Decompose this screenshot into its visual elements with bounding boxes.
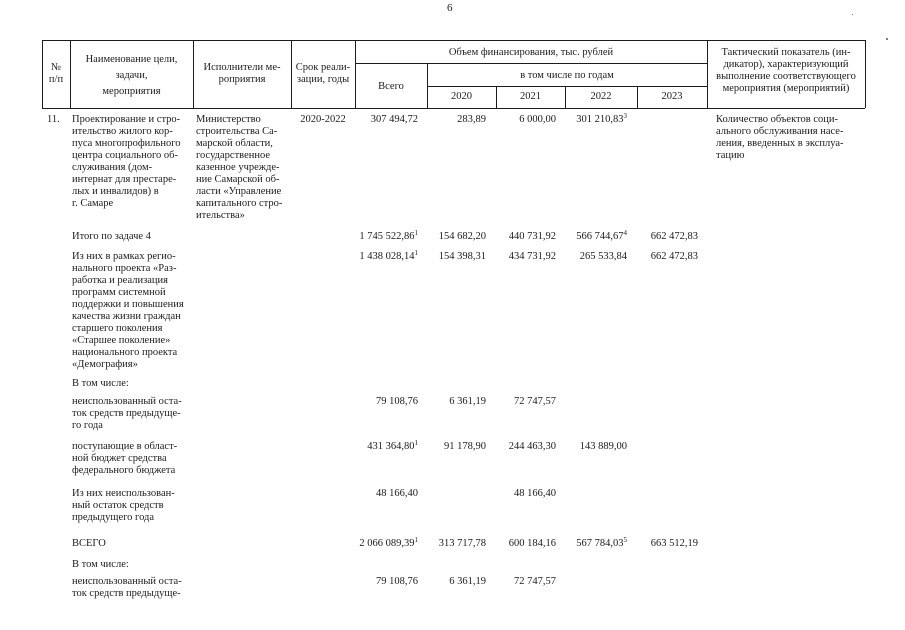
- row-number: 11.: [47, 114, 60, 125]
- row-value-y2023: 662 472,83: [650, 251, 698, 262]
- row-value-y2020: 6 361,19: [449, 396, 486, 407]
- header-by-year: в том числе по годам: [520, 70, 614, 81]
- row-value-y2023: 663 512,19: [650, 538, 698, 549]
- row-name: Проектирование и стро- ительство жилого кор- пуса многопрофильного центра социального об- служивания (дом- интернат для престаре- лых и инвалидов) в г. Самаре: [72, 114, 181, 209]
- row-value-total: 79 108,76: [376, 396, 418, 407]
- row-value-total: 48 166,40: [376, 488, 418, 499]
- row-indicator: Количество объектов соци- ального обслуживания насе- ления, введенных в эксплуа- тацию: [716, 114, 844, 161]
- row-name: В том числе:: [72, 378, 129, 389]
- row-value-y2020: 283,89: [457, 114, 486, 125]
- row-term: 2020-2022: [300, 114, 346, 125]
- header-years-divider: [427, 86, 707, 87]
- footnote-ref: 1: [414, 229, 418, 237]
- row-value-y2022: 265 533,84: [579, 251, 627, 262]
- row-name: В том числе:: [72, 559, 129, 570]
- row-name: Из них неиспользован- ный остаток средств предыдущего года: [72, 488, 175, 523]
- row-value-total: 1 745 522,86$^1$: [359, 229, 418, 242]
- header-indicator: Тактический показатель (ин- дикатор), характеризующий выполнение соответствующего мероприятия (мероприятий): [716, 47, 856, 94]
- footnote-ref: 1: [414, 439, 418, 447]
- row-name: неиспользованный оста- ток средств предыдуще- го года: [72, 396, 182, 431]
- row-value-y2023: 662 472,83: [650, 231, 698, 242]
- footnote-ref: 1: [414, 536, 418, 544]
- row-name: ВСЕГО: [72, 538, 106, 549]
- row-value-y2021: 600 184,16: [508, 538, 556, 549]
- row-value-y2021: 48 166,40: [514, 488, 556, 499]
- header-year-2021: 2021: [520, 91, 541, 102]
- scan-speck: [852, 14, 853, 15]
- row-value-y2021: 434 731,92: [508, 251, 556, 262]
- row-value-y2020: 313 717,78: [438, 538, 486, 549]
- header-num: № п/п: [48, 62, 64, 85]
- page-number: 6: [447, 2, 453, 14]
- scan-speck: [886, 38, 888, 40]
- row-value-total: 1 438 028,14$^1$: [359, 249, 418, 262]
- row-value-y2022: 143 889,00: [579, 441, 627, 452]
- footnote-ref: 1: [414, 249, 418, 257]
- header-total: Всего: [378, 81, 404, 92]
- row-value-total: 307 494,72: [370, 114, 418, 125]
- header-executors: Исполнители ме- роприятия: [203, 62, 281, 85]
- row-name: неиспользованный оста- ток средств предыдуще-: [72, 576, 182, 599]
- header-year-2022: 2022: [590, 91, 612, 102]
- row-value-y2022: 567 784,03$^5$: [576, 536, 627, 549]
- row-value-y2022: 301 210,83$^3$: [576, 112, 627, 125]
- header-funding: Объем финансирования, тыс. рублей: [448, 47, 614, 58]
- header-bottom-border: [42, 108, 865, 109]
- row-value-y2020: 154 398,31: [438, 251, 486, 262]
- row-value-y2021: 244 463,30: [508, 441, 556, 452]
- header-year-2020: 2020: [451, 91, 472, 102]
- footnote-ref: 4: [623, 229, 627, 237]
- footnote-ref: 3: [623, 112, 627, 120]
- row-value-total: 79 108,76: [376, 576, 418, 587]
- row-value-total: 2 066 089,39$^1$: [359, 536, 418, 549]
- row-executors: Министерство строительства Са- марской области, государственное казенное учрежде- ние Самарской об- ласти «Управление капитального стро- ительства»: [196, 114, 283, 221]
- row-name: поступающие в област- ной бюджет средства федерального бюджета: [72, 441, 178, 476]
- row-value-total: 431 364,80$^1$: [367, 439, 418, 452]
- row-value-y2020: 6 361,19: [449, 576, 486, 587]
- row-value-y2021: 72 747,57: [514, 396, 556, 407]
- row-value-y2021: 440 731,92: [508, 231, 556, 242]
- footnote-ref: 5: [623, 536, 627, 544]
- header-column-divider: [865, 40, 866, 108]
- row-value-y2020: 154 682,20: [438, 231, 486, 242]
- row-value-y2021: 72 747,57: [514, 576, 556, 587]
- header-year-2023: 2023: [661, 91, 683, 102]
- header-top-border: [42, 40, 865, 41]
- row-value-y2022: 566 744,67$^4$: [576, 229, 627, 242]
- header-name: Наименование цели, задачи, мероприятия: [85, 54, 178, 97]
- header-funding-divider: [355, 63, 707, 64]
- row-value-y2020: 91 178,90: [444, 441, 486, 452]
- row-name: Из них в рамках регио- нального проекта «Раз- работка и реализация программ системной поддержки и повышения качества жизни граждан старшего поколения «Старшее поколение» национального проекта «Демография»: [72, 251, 184, 370]
- header-term: Срок реали- зации, годы: [295, 62, 351, 85]
- row-value-y2021: 6 000,00: [519, 114, 556, 125]
- row-name: Итого по задаче 4: [72, 231, 151, 242]
